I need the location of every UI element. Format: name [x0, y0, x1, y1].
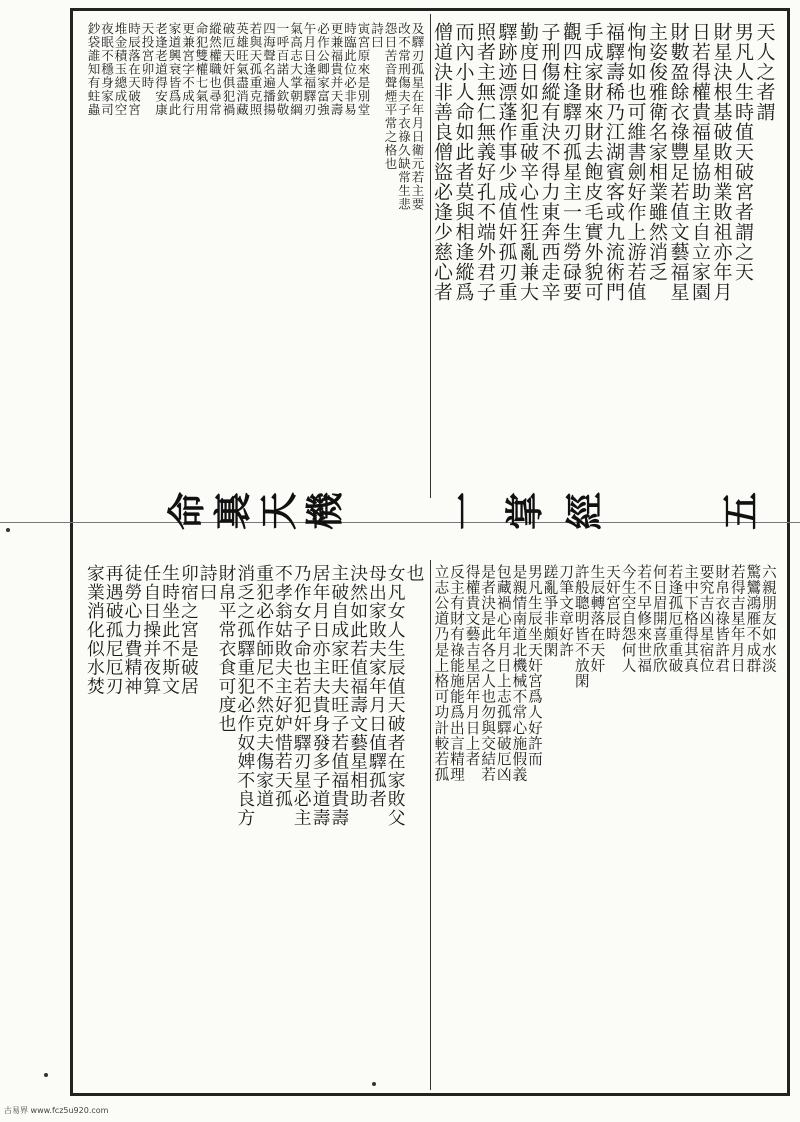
text-column: 刀筆文章好許 — [557, 564, 575, 658]
text-column: 主姿俊雅衛名家相業雖然消乏 — [646, 22, 668, 282]
text-column: 天投宮卯時 — [140, 22, 155, 90]
text-column: 若逢孤厄重重破 — [666, 564, 684, 674]
text-column: 再遇破孤尼厄刃 — [103, 564, 125, 696]
banner-char: 經 — [562, 491, 608, 531]
text-column: 怨日苦音聲煙平常之格也 — [383, 22, 398, 171]
banner-char: 機 — [302, 491, 348, 531]
footer-watermark: 古易界 www.fcz5u920.com — [4, 1106, 109, 1115]
text-column: 夜眠不穩身家司 — [99, 22, 115, 117]
banner-char: 天 — [256, 491, 302, 531]
text-column: 驛跡迹漂蓬作事少成值奸孤刃重 — [495, 22, 518, 302]
text-column: 更兼宮字不成行 — [180, 22, 196, 117]
text-column: 詩曰 — [197, 564, 219, 602]
text-column: 財帛平常衣食可度也 — [215, 564, 237, 734]
text-column: 家道興衰皆爲此 — [167, 22, 182, 117]
text-column: 要究吉凶星宿位 — [697, 564, 715, 674]
text-column: 而內小人命如此者莫與相逢縱爲 — [452, 22, 475, 302]
text-column: 卯宿之宮是破居 — [178, 564, 200, 696]
text-column: 僧道決非善良僧盜必逢少慈心者 — [431, 22, 453, 302]
text-column: 也 — [403, 564, 425, 583]
banner-char: 裏 — [210, 491, 256, 531]
text-column: 任自日操并夜算 — [140, 564, 162, 696]
banner-char: 五 — [718, 491, 764, 531]
banner-char: 命 — [164, 491, 210, 531]
text-column: 鈔袋誰知有蛀蟲 — [86, 22, 101, 117]
text-column: 子刑傷縱有決不得力東奔西走辛 — [538, 22, 561, 302]
text-column: 老逢老道得安康 — [153, 22, 169, 117]
text-column: 是者決是此各之人也勿與交結若 — [479, 564, 497, 783]
banner-char: 掌 — [502, 491, 548, 531]
text-column: 消乏之孤驛重犯必作奴婢不良方 — [234, 564, 256, 828]
text-column: 時臨此位必非易 — [342, 22, 358, 117]
scan-speck — [372, 1082, 376, 1086]
text-column: 包藏禍心年月日上志孤驛破厄凶 — [494, 564, 512, 783]
text-column: 主破自成家旺夫旺子若值福貴壽 — [328, 564, 350, 828]
text-column: 氣高志大掌朝綱 — [288, 22, 304, 117]
text-column: 徒勞心力費精神 — [121, 564, 143, 696]
text-column: 重犯必作師尼不然克夫傷家道 — [253, 564, 275, 809]
text-column: 觀四柱逢驛刃孤星主一生勞碌要 — [560, 22, 582, 302]
text-column: 勤度日如犯重破辛心性狂亂兼大 — [517, 22, 539, 302]
text-column: 命犯雙權七氣用 — [194, 22, 209, 117]
text-column: 何日眉開喜欣欣 — [650, 564, 668, 674]
text-column: 若不早修來世福 — [635, 564, 653, 674]
text-column: 恂恂如也可維書劍好作上游若值 — [624, 22, 647, 302]
text-column: 堆金積玉總成空 — [113, 22, 128, 117]
text-column: 財帛衣祿皆許君 — [713, 564, 731, 674]
text-column: 改不常刑傷夫子衣祿久缺常生悲 — [396, 22, 412, 211]
text-column: 及驛刃孤星在年月日衛元若主要 — [410, 22, 425, 211]
text-column: 家業消化似水焚 — [84, 564, 106, 696]
text-column: 手成家財來財去飽皮毛實外貌可 — [581, 22, 604, 302]
text-column: 居年月日亦主夫貴身發多子道壽 — [309, 564, 331, 828]
text-column: 破厄天奸俱犯禍 — [221, 22, 236, 117]
text-column: 乃作女子命也若犯奸驛刃星必主 — [291, 564, 313, 828]
text-column: 是親情南道北機械不常心施假義 — [510, 564, 528, 783]
text-column: 反主有財有祿能施能爲出言精理 — [447, 564, 465, 783]
text-column: 決然如此若值福壽文藝星相助 — [347, 564, 369, 809]
text-column: 四海聲名遍播揚 — [261, 22, 277, 117]
banner-char: 一 — [442, 491, 488, 531]
text-column: 今生空自怨何人 — [619, 564, 637, 674]
text-column: 許般聰明皆不放閑 — [572, 564, 590, 689]
text-column: 福驛壽稀乃江湖賓客或九流術門 — [603, 22, 625, 302]
text-column: 更兼福貴并天壽 — [329, 22, 344, 117]
text-column: 天人之者謂 — [753, 22, 776, 122]
text-column: 男凡人生時值天破宮者謂之天 — [732, 22, 754, 282]
scan-speck — [44, 1073, 48, 1077]
text-column: 主中下格得其真 — [681, 564, 699, 674]
text-column: 男凡生辰坐天奸宮爲人好許而 — [525, 564, 543, 767]
text-column: 詩曰 — [369, 22, 385, 49]
text-column: 一呼百諾人欽敬 — [275, 22, 290, 117]
text-column: 女凡女人生辰值天破者在家敗父 — [385, 564, 407, 828]
text-column: 日若得權貴福星協助主自立家園 — [689, 22, 711, 302]
text-column: 照者主無仁無義好孔不端外君子 — [474, 22, 496, 302]
text-column: 寅宮原來是別堂 — [356, 22, 371, 117]
scan-speck — [6, 528, 10, 532]
text-column: 驚鸞鴻雁不成群 — [744, 564, 762, 674]
text-column: 若與天孤重克照 — [248, 22, 263, 117]
text-column: 生時坐此不斯文 — [159, 564, 181, 696]
text-column: 縱然權職也尋常 — [207, 22, 223, 117]
center-title-banner — [74, 470, 786, 558]
text-column: 不孝翁姑敗夫主好妒惜若天孤 — [272, 564, 294, 809]
text-column: 財星決根基破敗相業敗祖亦年月 — [710, 22, 733, 302]
text-column: 若得吉星年月日 — [728, 564, 746, 674]
text-column: 六親朋友如水淡 — [759, 564, 777, 674]
text-column: 天奸宮辰時 — [603, 564, 621, 642]
text-column: 財數盈餘衣祿豐足若值文藝福星 — [667, 22, 690, 302]
bottom-center-divider — [430, 560, 431, 1090]
text-column: 午月日逢福驛刃 — [302, 22, 317, 117]
text-column: 得權貴文藝吉星居年月日上者 — [463, 564, 481, 767]
text-column: 生辰轉落在天奸 — [588, 564, 606, 674]
text-column: 英雄旺氣盡消藏 — [234, 22, 250, 117]
text-column: 立志公道乃是上格可功計較若孤 — [432, 564, 450, 783]
text-column: 必作公卿家富強 — [315, 22, 331, 117]
text-column: 蹉亂爭非頗閑 — [541, 564, 559, 658]
text-column: 母出家敗夫家年月日值驛孤者 — [366, 564, 388, 809]
text-column: 時辰落在天破宮 — [126, 22, 142, 117]
